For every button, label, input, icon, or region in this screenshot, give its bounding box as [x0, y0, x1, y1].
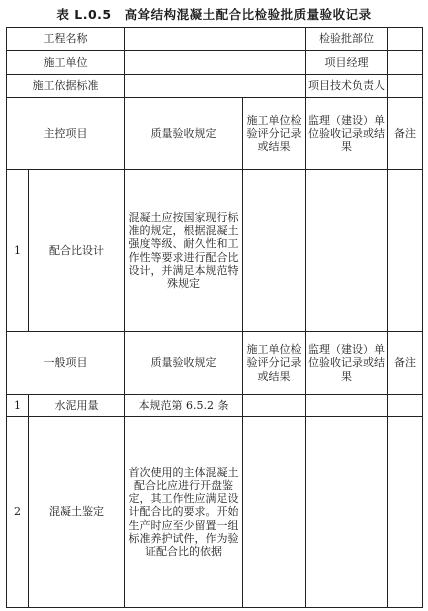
- general-acceptance-rule-heading: 质量验收规定: [125, 332, 243, 395]
- value-tech-lead[interactable]: [388, 75, 423, 98]
- general-item-index: 1: [7, 395, 29, 417]
- supervisor-record-heading: 监理（建设）单位验收记录或结果: [306, 98, 388, 170]
- label-tech-lead: 项目技术负责人: [306, 75, 388, 98]
- general-item-row: [7, 417, 423, 608]
- header-row-standard: [7, 75, 423, 98]
- general-item-name: 混凝土鉴定: [29, 417, 125, 608]
- label-inspection-dept: 检验批部位: [306, 28, 388, 51]
- general-item-remark[interactable]: [388, 395, 423, 417]
- header-row-unit: [7, 51, 423, 75]
- value-construction-unit[interactable]: [125, 51, 306, 75]
- value-project-manager[interactable]: [388, 51, 423, 75]
- general-item-name: 水泥用量: [29, 395, 125, 417]
- contractor-record-heading: 施工单位检验评分记录或结果: [243, 98, 306, 170]
- general-item-supervisor-record[interactable]: [306, 395, 388, 417]
- general-item-rule: 首次使用的主体混凝土配合比应进行开盘鉴定，其工作性应满足设计配合比的要求。开始生产时应至少留置一组标准养护试件，作为验证配合比的依据: [125, 417, 243, 608]
- general-item-row: [7, 395, 423, 417]
- main-item-contractor-record[interactable]: [243, 170, 306, 332]
- general-items-header-row: [7, 332, 423, 395]
- header-row-project: [7, 28, 423, 51]
- main-item-supervisor-record[interactable]: [306, 170, 388, 332]
- label-construction-unit: 施工单位: [7, 51, 125, 75]
- general-remark-heading: 备注: [388, 332, 423, 395]
- document-title: 表 L.0.5 高耸结构混凝土配合比检验批质量验收记录: [56, 7, 372, 22]
- general-item-rule: 本规范第 6.5.2 条: [125, 395, 243, 417]
- general-item-contractor-record[interactable]: [243, 417, 306, 608]
- acceptance-rule-heading: 质量验收规定: [125, 98, 243, 170]
- main-item-rule: 混凝土应按国家现行标准的规定，根据混凝土强度等级、耐久性和工作性等要求进行配合比设计，并满足本规范特殊规定: [125, 170, 243, 332]
- value-project-name[interactable]: [125, 28, 306, 51]
- label-project-manager: 项目经理: [306, 51, 388, 75]
- general-item-remark[interactable]: [388, 417, 423, 608]
- general-item-contractor-record[interactable]: [243, 395, 306, 417]
- label-standard-basis: 施工依据标准: [7, 75, 125, 98]
- value-inspection-dept[interactable]: [388, 28, 423, 51]
- main-item-remark[interactable]: [388, 170, 423, 332]
- general-item-supervisor-record[interactable]: [306, 417, 388, 608]
- general-item-index: 2: [7, 417, 29, 608]
- general-supervisor-record-heading: 监理（建设）单位验收记录或结果: [306, 332, 388, 395]
- main-item-index: 1: [7, 170, 29, 332]
- general-contractor-record-heading: 施工单位检验评分记录或结果: [243, 332, 306, 395]
- remark-heading: 备注: [388, 98, 423, 170]
- label-project-name: 工程名称: [7, 28, 125, 51]
- general-item-heading: 一般项目: [7, 332, 125, 395]
- value-standard-basis[interactable]: [125, 75, 306, 98]
- main-item-row: [7, 170, 423, 332]
- main-item-heading: 主控项目: [7, 98, 125, 170]
- main-item-name: 配合比设计: [29, 170, 125, 332]
- main-items-header-row: [7, 98, 423, 170]
- acceptance-record-table: [6, 27, 423, 608]
